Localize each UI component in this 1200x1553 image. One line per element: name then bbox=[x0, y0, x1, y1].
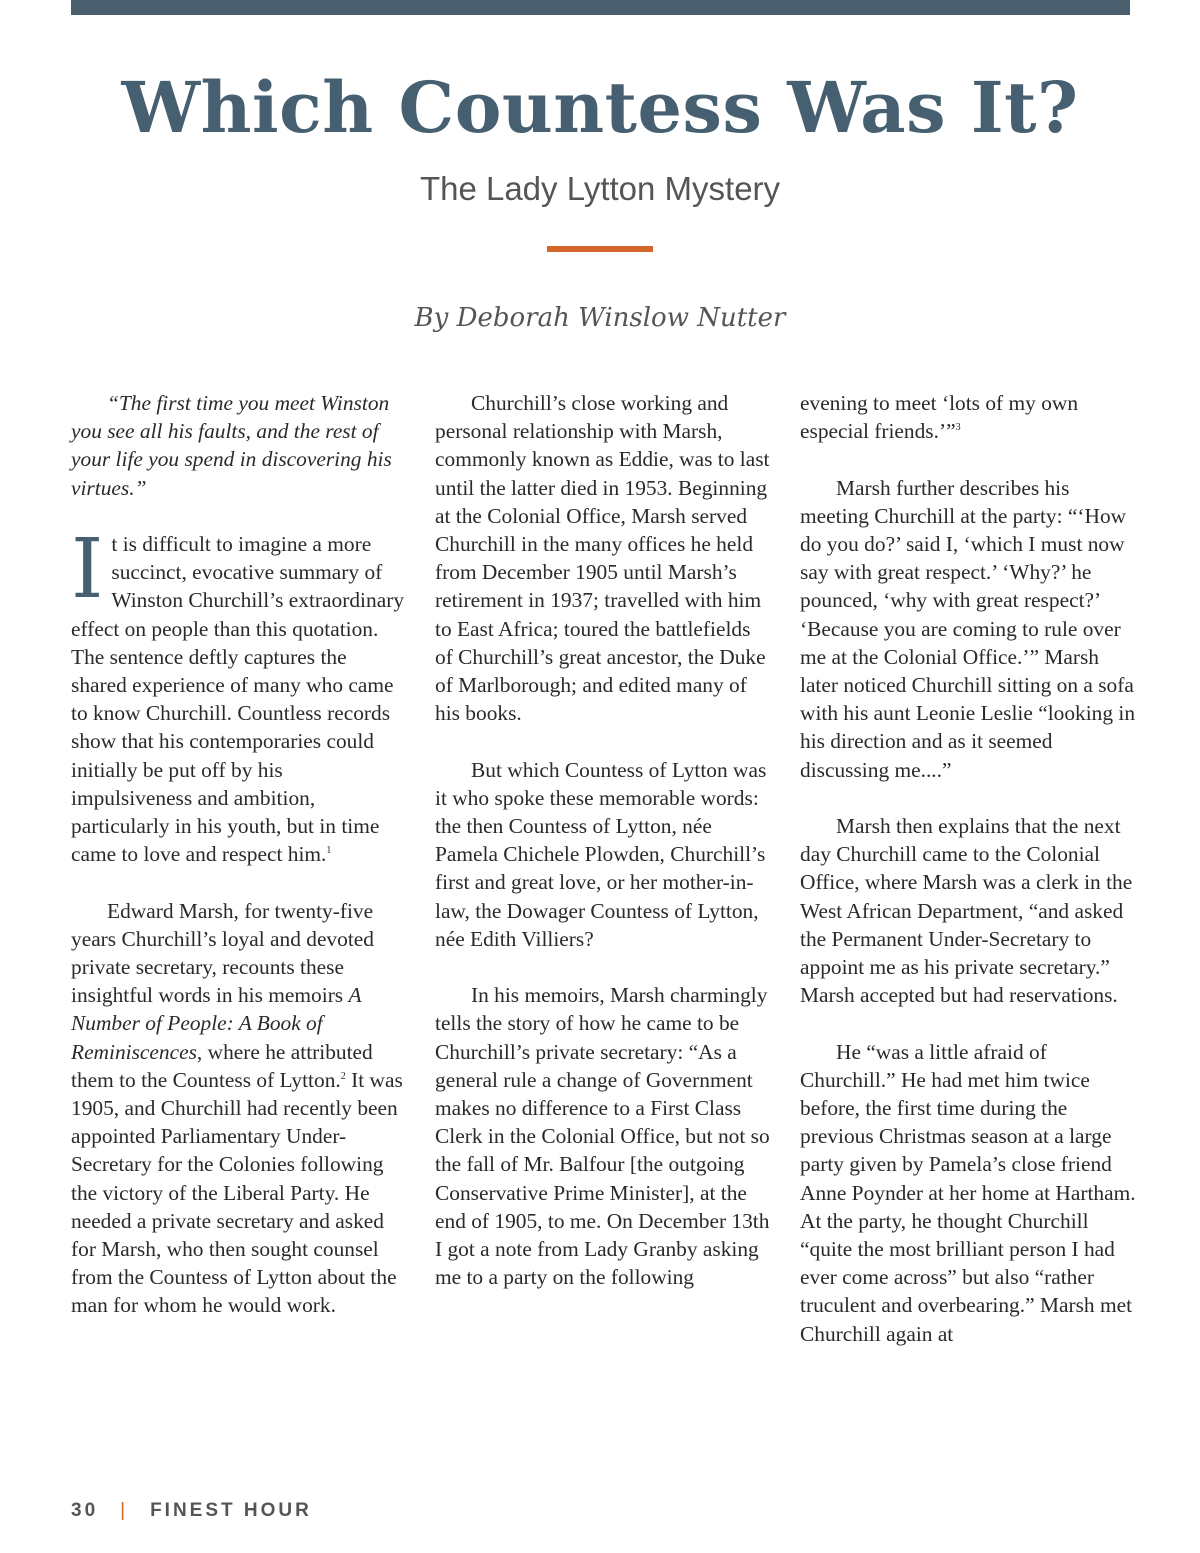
article-title: Which Countess Was It? bbox=[121, 66, 1079, 149]
paragraph-text: t is difficult to imagine a more succinct, evocative summary of Winston Churchill’s extraordinary effect on people than this quotation. The sentence deftly captures the shared experience of many who came to know Churchill. Countless records show that his contemporaries could initially be put off by his impulsiveness and ambition, particularly in his youth, but in time came to love and respect him. bbox=[71, 532, 405, 867]
article-byline: By Deborah Winslow Nutter bbox=[414, 303, 786, 333]
top-color-bar bbox=[71, 0, 1130, 15]
paragraph: In his memoirs, Marsh charmingly tells the story of how he came to be Churchill’s private secretary: “As a general rule a change of Government makes no difference to a First Class Clerk in the Colonial Office, but not so the fall of Mr. Balfour [the outgoing Conservative Prime Minister], at the end of 1905, to me. On December 13th I got a note from Lady Granby asking me to a party on the following bbox=[435, 983, 770, 1290]
footnote-ref: 1 bbox=[326, 845, 332, 857]
paragraph bbox=[71, 897, 407, 1320]
column-3 bbox=[800, 389, 1136, 1376]
paragraph-text: , where he attributed them to the Countess of Lytton. bbox=[71, 1039, 373, 1092]
column-2 bbox=[435, 389, 771, 1320]
paragraph: But which Countess of Lytton was it who spoke these memorable words: the then Countess of Lytton, née Pamela Chichele Plowden, Churchill’s first and great love, or her mother-in-law, the Dowager Countess of Lytton, née Edith Villiers? bbox=[435, 757, 767, 951]
paragraph: Churchill’s close working and personal relationship with Marsh, commonly known as Eddie, was to last until the latter died in 1953. Beginning at the Colonial Office, Marsh served Churchill in the many offices he held from December 1905 until Marsh’s retirement in 1937; travelled with him to East Africa; toured the battlefields of Churchill’s great ancestor, the Duke of Marlborough; and edited many of his books. bbox=[435, 391, 770, 726]
paragraph: Marsh further describes his meeting Churchill at the party: “‘How do you do?’ said I, ‘which I must now say with great respect.’ ‘Why?’ he pounced, ‘why with great respect?’ ‘Because you are coming to rule over me at the Colonial Office.’” Marsh later noticed Churchill sitting on a sofa with his aunt Leonie Leslie “looking in his direction and as it seemed discussing me....” bbox=[800, 475, 1136, 782]
paragraph-text: evening to meet ‘lots of my own especial friends.’” bbox=[800, 391, 1079, 444]
paragraph bbox=[800, 389, 1136, 445]
page-number: 30 bbox=[71, 1500, 99, 1521]
paragraph: He “was a little afraid of Churchill.” He had met him twice before, the first time during the previous Christmas season at a large party given by Pamela’s close friend Anne Poynder at her home at Hartham. At the party, he thought Churchill “quite the most brilliant person I had ever come across” but also “rather truculent and overbearing.” Marsh met Churchill again at bbox=[800, 1039, 1136, 1346]
footnote-ref: 2 bbox=[340, 1070, 346, 1082]
footer-separator: | bbox=[120, 1500, 129, 1521]
epigraph-quote: “The first time you meet Winston you see all his faults, and the rest of your life you spend in discovering his virtues.” bbox=[71, 391, 392, 500]
paragraph-text: Edward Marsh, for twenty-five years Churchill’s loyal and devoted private secretary, recounts these insightful words in his memoirs bbox=[71, 898, 374, 1008]
article-subtitle: The Lady Lytton Mystery bbox=[419, 170, 781, 207]
title-divider bbox=[547, 246, 653, 252]
paragraph bbox=[71, 522, 407, 868]
column-1 bbox=[71, 389, 407, 1348]
book-title: A Number of People: A Book of Reminiscences bbox=[71, 983, 362, 1064]
paragraph-text: It was 1905, and Churchill had recently been appointed Parliamentary Under-Secretary for the Colonies following the victory of the Liberal Party. He needed a private secretary and asked for Marsh, who then sought counsel from the Countess of Lytton about the man for whom he would work. bbox=[71, 1067, 403, 1318]
drop-cap: I bbox=[71, 522, 104, 617]
publication-name: FINEST HOUR bbox=[150, 1500, 312, 1521]
page-footer bbox=[71, 1500, 312, 1522]
footnote-ref: 3 bbox=[955, 422, 961, 434]
paragraph: Marsh then explains that the next day Churchill came to the Colonial Office, where Marsh was a clerk in the West African Department, “and asked the Permanent Under-Secretary to appoint me as his private secretary.” Marsh accepted but had reservations. bbox=[800, 814, 1133, 1008]
